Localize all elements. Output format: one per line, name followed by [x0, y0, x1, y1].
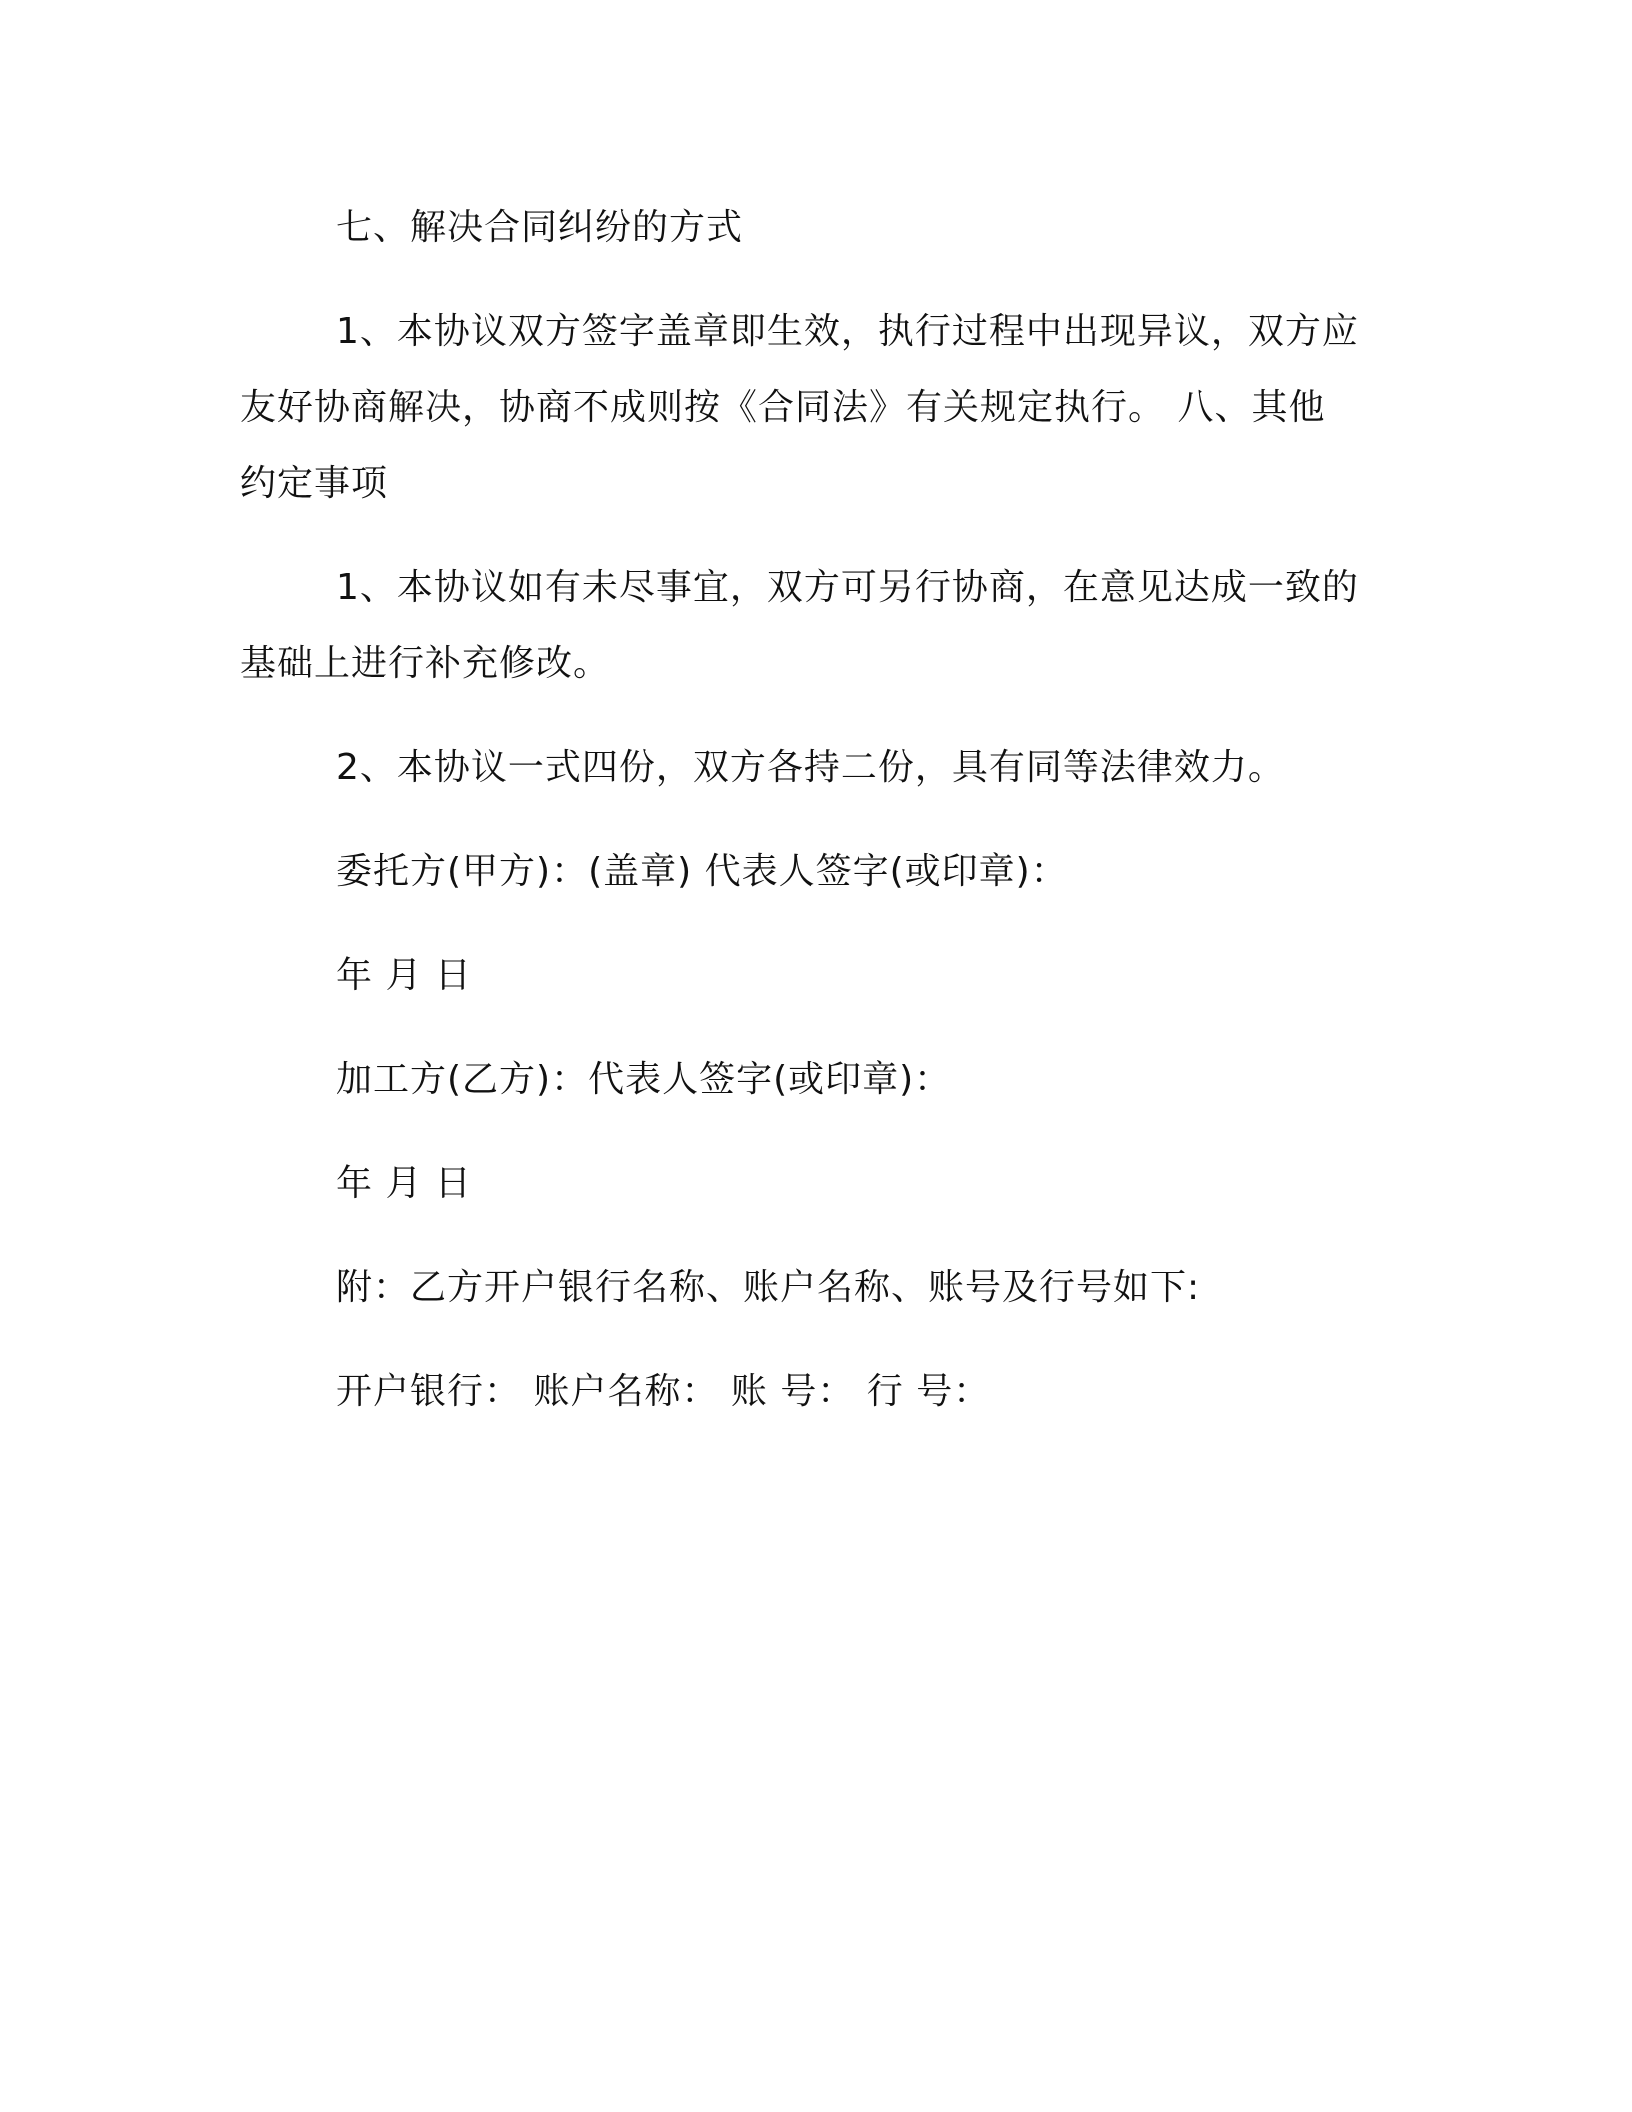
section-7-item-1: 1、本协议双方签字盖章即生效，执行过程中出现异议，双方应友好协商解决，协商不成则按《合同法》有关规定执行。 八、其他约定事项 — [240, 311, 1359, 504]
paragraph-spacer — [240, 1222, 1360, 1250]
paragraph-spacer — [240, 702, 1360, 730]
paragraph-spacer — [240, 806, 1360, 834]
section-7-heading: 七、解决合同纠纷的方式 — [336, 207, 744, 248]
party-a-signature-line: 委托方(甲方)：(盖章) 代表人签字(或印章)： — [336, 851, 1068, 892]
paragraph-spacer — [240, 266, 1360, 294]
paragraph-spacer — [240, 1326, 1360, 1354]
document-content — [240, 190, 1360, 1430]
party-a-date-line: 年 月 日 — [336, 955, 472, 996]
paragraph-spacer — [240, 1014, 1360, 1042]
section-8-item-2: 2、本协议一式四份，双方各持二份，具有同等法律效力。 — [336, 747, 1285, 788]
paragraph-spacer — [240, 522, 1360, 550]
bank-fields-line: 开户银行： 账户名称： 账 号： 行 号： — [336, 1371, 991, 1412]
paragraph-spacer — [240, 1118, 1360, 1146]
appendix-note: 附：乙方开户银行名称、账户名称、账号及行号如下: — [336, 1267, 1201, 1308]
paragraph-spacer — [240, 910, 1360, 938]
party-b-signature-line: 加工方(乙方)：代表人签字(或印章)： — [336, 1059, 952, 1100]
party-b-date-line: 年 月 日 — [336, 1163, 472, 1204]
section-8-item-1: 1、本协议如有未尽事宜，双方可另行协商，在意见达成一致的基础上进行补充修改。 — [240, 567, 1359, 684]
